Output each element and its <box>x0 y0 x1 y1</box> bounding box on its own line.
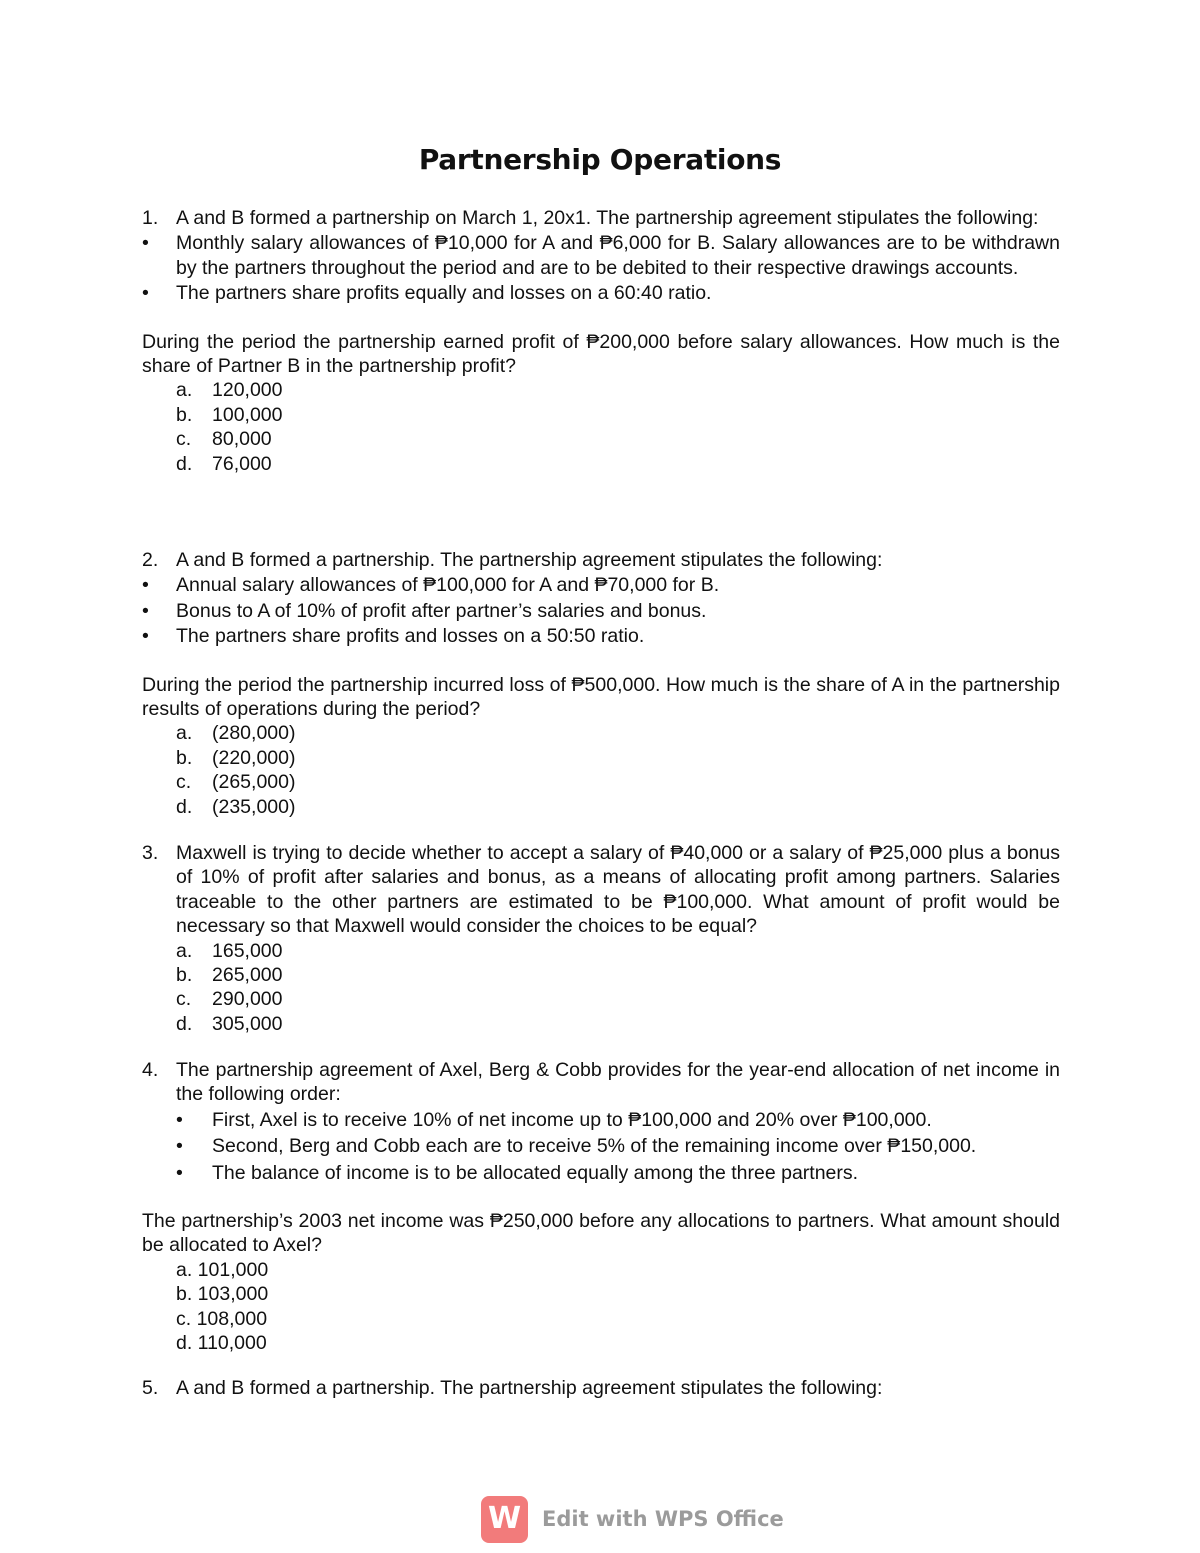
list-item <box>142 624 1060 648</box>
option-value: 305,000 <box>212 1012 283 1035</box>
bullet-text: Annual salary allowances of ₱100,000 for A and ₱70,000 for B. <box>176 574 720 597</box>
option-value: 165,000 <box>212 939 283 962</box>
answer-option <box>142 1012 1060 1036</box>
question-5 <box>142 1376 1060 1400</box>
option-letter: a. <box>176 939 193 962</box>
option-letter: c. <box>176 428 192 451</box>
question-2 <box>142 548 1060 819</box>
option-letter: b. <box>176 403 193 426</box>
answer-option <box>142 452 1060 476</box>
question-stem <box>142 841 1060 939</box>
bullet-text: Monthly salary allowances of ₱10,000 for A and ₱6,000 for B. Salary allowances are to be withdrawn by the partners throughout the period and are to be debited to their respective drawings accounts. <box>176 232 1060 279</box>
question-text: A and B formed a partnership on March 1, 20x1. The partnership agreement stipulates the following: <box>176 207 1039 229</box>
bullet-icon: • <box>142 574 149 597</box>
question-text: A and B formed a partnership. The partnership agreement stipulates the following: <box>176 549 883 571</box>
option-value: 120,000 <box>212 379 283 402</box>
question-number: 5. <box>142 1377 159 1399</box>
bullet-text: The partners share profits equally and losses on a 60:40 ratio. <box>176 282 712 305</box>
bullet-icon: • <box>176 1161 183 1184</box>
question-number: 3. <box>142 842 159 864</box>
answer-option <box>142 963 1060 987</box>
option-letter: b. <box>176 964 193 987</box>
option-letter: c. <box>176 771 192 794</box>
question-stem <box>142 1058 1060 1107</box>
answer-option: d. 110,000 <box>176 1332 267 1355</box>
bullet-text: Bonus to A of 10% of profit after partner’s salaries and bonus. <box>176 599 707 622</box>
bullet-text: The balance of income is to be allocated equally among the three partners. <box>212 1161 859 1184</box>
option-value: 76,000 <box>212 452 272 475</box>
option-value: 265,000 <box>212 964 283 987</box>
option-value: 290,000 <box>212 988 283 1011</box>
question-prompt: During the period the partnership incurred loss of ₱500,000. How much is the share of A in the partnership results of operations during the period? <box>142 673 1060 721</box>
answer-option: b. 103,000 <box>176 1283 269 1306</box>
answer-option: a. 101,000 <box>176 1258 269 1281</box>
list-item <box>142 1134 1060 1158</box>
list-item <box>142 281 1060 305</box>
option-value: 80,000 <box>212 428 272 451</box>
option-value: (265,000) <box>212 771 296 794</box>
question-stem <box>142 206 1060 230</box>
wps-watermark[interactable] <box>481 1494 784 1544</box>
answer-option <box>142 770 1060 794</box>
answer-option <box>142 939 1060 963</box>
bullet-icon: • <box>176 1108 183 1131</box>
bullet-icon: • <box>142 625 149 648</box>
answer-option <box>142 427 1060 451</box>
question-number: 2. <box>142 549 159 571</box>
list-item <box>142 1161 1060 1185</box>
answer-option <box>142 987 1060 1011</box>
answer-option <box>142 378 1060 402</box>
question-stem <box>142 1376 1060 1400</box>
question-text: Maxwell is trying to decide whether to accept a salary of ₱40,000 or a salary of ₱25,000 plus a bonus of 10% of profit after salaries and bonus, as a means of allocating profit among partners. Salaries traceable to the other partners are estimated to be ₱100,000. What amount of profit would be necessary so that Maxwell would consider the choices to be equal? <box>176 842 1060 938</box>
bullet-icon: • <box>176 1135 183 1158</box>
question-stem <box>142 548 1060 572</box>
list-item <box>142 231 1060 280</box>
option-letter: b. <box>176 746 193 769</box>
question-4 <box>142 1058 1060 1355</box>
option-value: (280,000) <box>212 722 296 745</box>
wps-logo-icon: W <box>481 1496 528 1543</box>
question-number: 4. <box>142 1059 159 1081</box>
bullet-icon: • <box>142 282 149 305</box>
bullet-text: First, Axel is to receive 10% of net income up to ₱100,000 and 20% over ₱100,000. <box>212 1108 932 1131</box>
question-3 <box>142 841 1060 1036</box>
bullet-text: Second, Berg and Cobb each are to receive 5% of the remaining income over ₱150,000. <box>212 1135 977 1158</box>
bullet-text: The partners share profits and losses on a 50:50 ratio. <box>176 625 645 648</box>
list-item <box>142 599 1060 623</box>
answer-option <box>142 721 1060 745</box>
option-value: 100,000 <box>212 403 283 426</box>
bullet-icon: • <box>142 599 149 622</box>
list-item <box>142 1108 1060 1132</box>
option-value: (235,000) <box>212 795 296 818</box>
option-letter: a. <box>176 722 193 745</box>
option-letter: c. <box>176 988 192 1011</box>
question-number: 1. <box>142 207 159 229</box>
option-value: (220,000) <box>212 746 296 769</box>
answer-option <box>142 403 1060 427</box>
answer-option <box>142 795 1060 819</box>
option-letter: a. <box>176 379 193 402</box>
bullet-icon: • <box>142 232 149 255</box>
answer-option: c. 108,000 <box>176 1307 268 1330</box>
question-1 <box>142 206 1060 476</box>
question-prompt: The partnership’s 2003 net income was ₱250,000 before any allocations to partners. What amount should be allocated to Axel? <box>142 1210 1060 1257</box>
option-letter: d. <box>176 452 193 475</box>
answer-option <box>142 746 1060 770</box>
question-text: A and B formed a partnership. The partnership agreement stipulates the following: <box>176 1377 883 1399</box>
page-title: Partnership Operations <box>418 143 782 176</box>
option-letter: d. <box>176 795 193 818</box>
option-letter: d. <box>176 1012 193 1035</box>
question-text: The partnership agreement of Axel, Berg & Cobb provides for the year-end allocation of net income in the following order: <box>176 1059 1060 1106</box>
list-item <box>142 573 1060 597</box>
wps-watermark-text: Edit with WPS Office <box>542 1506 784 1531</box>
question-prompt: During the period the partnership earned profit of ₱200,000 before salary allowances. How much is the share of Partner B in the partnership profit? <box>142 330 1060 378</box>
